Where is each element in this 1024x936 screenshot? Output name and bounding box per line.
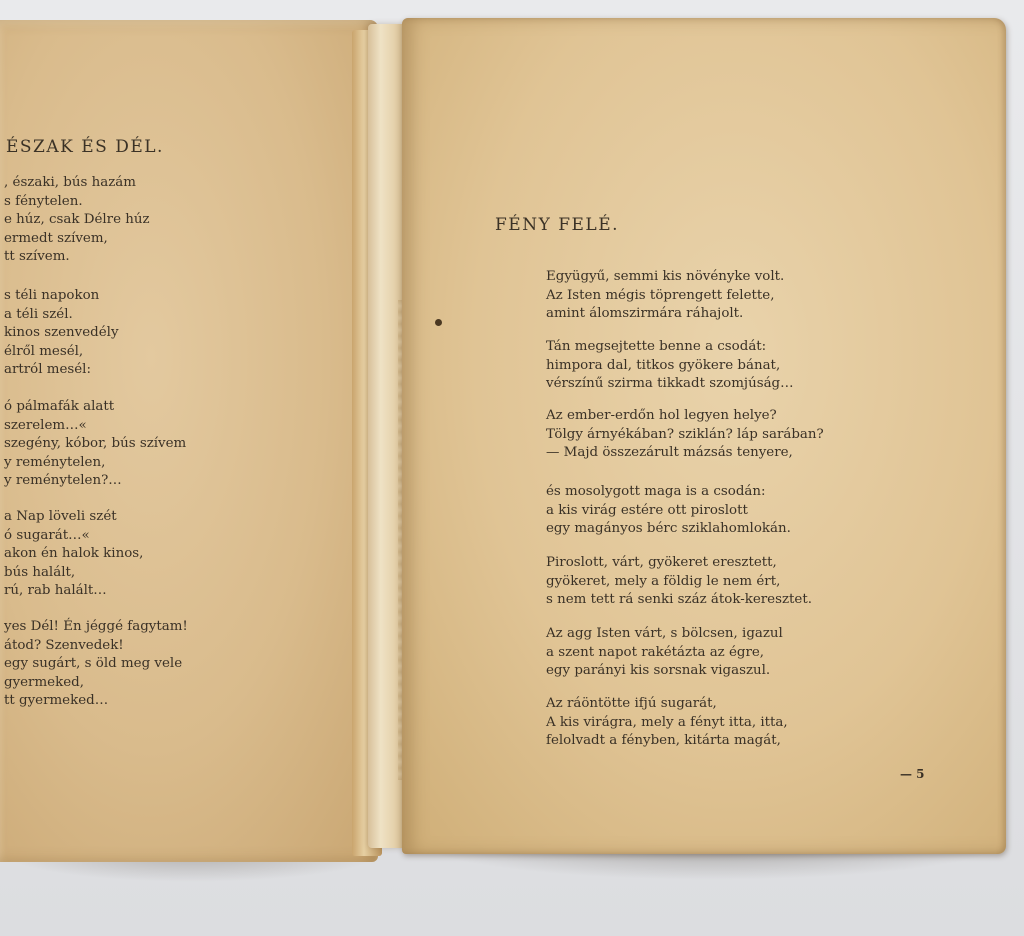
stanza (4, 618, 188, 711)
poem-line: felolvadt a fényben, kitárta magát, (546, 733, 781, 749)
poem-line: bús halált, (4, 564, 76, 580)
poem-line: s fénytelen. (4, 193, 83, 209)
poem-line: egy sugárt, s öld meg vele (4, 656, 183, 672)
stanza (546, 554, 812, 610)
poem-line: átod? Szenvedek! (4, 637, 124, 653)
left-page (0, 20, 378, 862)
poem-line: ermedt szívem, (4, 230, 108, 246)
poem-line: Tán megsejtette benne a csodát: (546, 339, 767, 354)
poem-line: amint álomszirmára ráhajolt. (546, 306, 744, 322)
stanza (546, 483, 791, 539)
binding-hole (435, 319, 442, 326)
poem-line: s nem tett rá senki száz átok-keresztet. (546, 592, 812, 608)
poem-line: a téli szél. (4, 306, 73, 322)
poem-line: Piroslott, várt, gyökeret eresztett, (546, 555, 777, 570)
poem-line: y reménytelen?… (4, 473, 122, 489)
page-number: — 5 (900, 767, 925, 781)
stanza (546, 625, 783, 681)
poem-line: tt szívem. (4, 249, 70, 265)
poem-line: Tölgy árnyékában? sziklán? láp sarában? (546, 426, 824, 442)
poem-line: artról mesél: (4, 362, 91, 378)
left-poem-title: ÉSZAK ÉS DÉL. (6, 137, 164, 157)
poem-line: szerelem…« (4, 417, 87, 433)
stanza (546, 407, 824, 463)
poem-line: Az Isten mégis töprengett felette, (546, 287, 775, 303)
poem-line: s téli napokon (4, 288, 100, 303)
poem-line: gyökeret, mely a földig le nem ért, (546, 573, 781, 589)
right-poem-title: FÉNY FELÉ. (495, 215, 620, 235)
poem-line: ó pálmafák alatt (4, 399, 115, 414)
poem-line: szegény, kóbor, bús szívem (4, 436, 187, 452)
stanza (546, 338, 794, 394)
poem-line: vérszínű szirma tikkadt szomjúság… (546, 376, 794, 392)
poem-line: egy magányos bérc sziklahomlokán. (546, 521, 791, 537)
poem-line: rú, rab halált… (4, 583, 107, 599)
poem-line: egy parányi kis sorsnak vigaszul. (546, 663, 771, 679)
poem-line: a Nap löveli szét (4, 509, 117, 524)
poem-line: ó sugarát…« (4, 527, 90, 543)
stanza (4, 287, 119, 380)
stanza (4, 508, 143, 601)
poem-line: Az ember-erdőn hol legyen helye? (546, 408, 777, 423)
poem-line: élről mesél, (4, 343, 84, 359)
poem-line: y reménytelen, (4, 454, 106, 470)
poem-line: és mosolygott maga is a csodán: (546, 484, 766, 499)
poem-line: akon én halok kinos, (4, 546, 144, 562)
poem-line: yes Dél! Én jéggé fagytam! (4, 619, 188, 634)
poem-line: A kis virágra, mely a fényt itta, itta, (546, 714, 788, 730)
poem-line: tt gyermeked… (4, 693, 109, 709)
poem-line: gyermeked, (4, 674, 84, 690)
stanza (546, 268, 784, 324)
right-page (402, 18, 1006, 854)
poem-line: Az ráöntötte ifjú sugarát, (546, 696, 717, 711)
poem-line: — Majd összezárult mázsás tenyere, (546, 445, 793, 461)
poem-line: himpora dal, titkos gyökere bánat, (546, 357, 781, 373)
stanza (546, 695, 788, 751)
poem-line: a szent napot rakétázta az égre, (546, 644, 765, 660)
poem-line: kinos szenvedély (4, 325, 119, 341)
poem-line: , északi, bús hazám (4, 175, 136, 190)
poem-line: Együgyű, semmi kis növényke volt. (546, 269, 785, 284)
poem-line: e húz, csak Délre húz (4, 212, 150, 228)
poem-line: Az agg Isten várt, s bölcsen, igazul (546, 626, 783, 641)
stanza (4, 398, 186, 491)
stanza (4, 174, 150, 267)
poem-line: a kis virág estére ott piroslott (546, 502, 748, 518)
